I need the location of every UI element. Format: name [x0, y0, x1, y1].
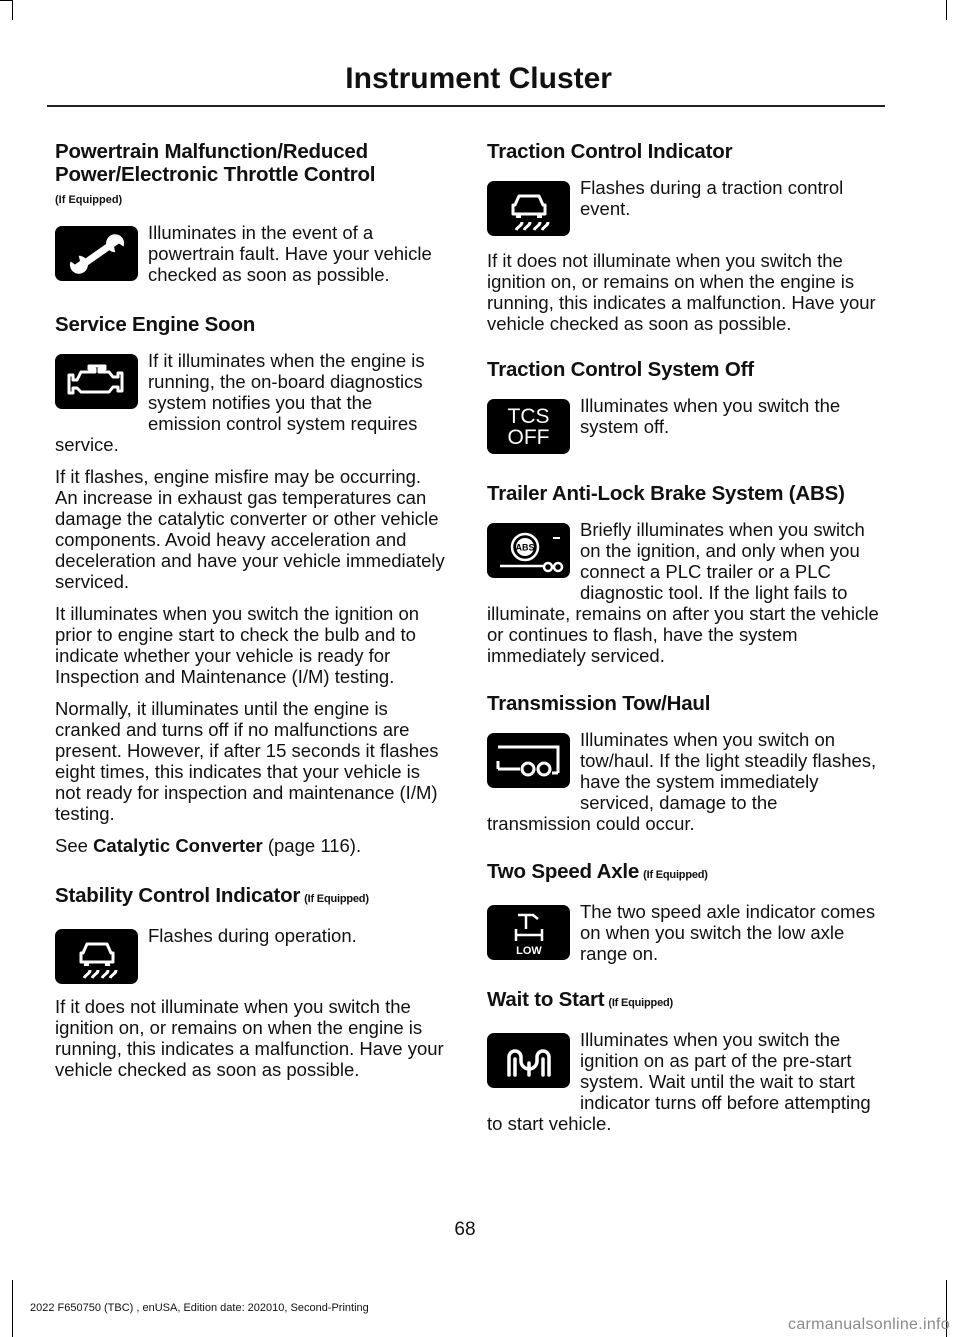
tcs-off-icon: TCS OFF: [487, 399, 570, 454]
section-text: It illuminates when you switch the ignition on prior to engine start to check the bulb and to indicate whether your vehicle is ready for Inspection and Maintenance (I/M) testing.: [55, 603, 420, 687]
if-equipped-note: (If Equipped): [643, 869, 708, 881]
section-text: Illuminates when you switch the system off.: [580, 395, 841, 437]
section-tow-haul: [487, 692, 879, 834]
section-trailer-abs: [487, 482, 879, 666]
section-text: If it does not illuminate when you switch the ignition on, or remains on when the engine is running, this indicates a malfunction. Have your vehicle checked as soon as possible.: [55, 996, 444, 1080]
crop-mark: [0, 0, 12, 1]
catalytic-converter-link[interactable]: Catalytic Converter: [93, 835, 263, 856]
section-text: Briefly illuminates when you switch on the ignition, and only when you connect a PLC trailer or a PLC diagnostic tool. If the light fails to illuminate, remains on after you start the vehicle or continues to flash, have the system immediately serviced.: [487, 519, 879, 666]
skidding-car-icon: [55, 929, 138, 984]
section-text: If it illuminates when the engine is running, the on-board diagnostics system notifies you that the emission control system requires service.: [55, 350, 425, 455]
section-two-speed-axle: [487, 860, 879, 966]
section-text: The two speed axle indicator comes on when you switch the low axle range on.: [580, 901, 876, 964]
svg-text:LOW: LOW: [515, 944, 542, 957]
section-title: Transmission Tow/Haul: [487, 692, 711, 715]
section-text: If it flashes, engine misfire may be occurring. An increase in exhaust gas temperatures can damage the catalytic converter or other vehicle components. Avoid heavy acceleration and deceleration and have your vehicle immediately serviced.: [55, 466, 445, 592]
footer-edition-info: 2022 F650750 (TBC) , enUSA, Edition date: 202010, Second-Printing: [30, 1302, 369, 1314]
section-stability-control: [55, 884, 446, 1080]
left-column: [55, 140, 446, 1080]
engine-icon: [55, 354, 138, 409]
crop-mark: [12, 1280, 13, 1337]
if-equipped-note: (If Equipped): [608, 997, 673, 1009]
if-equipped-note: (If Equipped): [304, 893, 369, 905]
see-reference: See Catalytic Converter (page 116).: [55, 835, 362, 856]
section-title: Wait to Start (If Equipped): [487, 988, 673, 1011]
tow-haul-icon: [487, 733, 570, 788]
section-text: Flashes during a traction control event.: [580, 177, 844, 219]
page-header-title: Instrument Cluster: [345, 62, 612, 95]
section-service-engine: [55, 313, 446, 856]
section-title: Traction Control System Off: [487, 358, 754, 381]
low-axle-icon: [487, 905, 570, 960]
skidding-car-icon: [487, 181, 570, 236]
crop-mark: [946, 0, 947, 20]
if-equipped-note: (If Equipped): [55, 194, 123, 206]
section-traction-control: [487, 140, 879, 334]
section-title: Trailer Anti-Lock Brake System (ABS): [487, 482, 845, 505]
section-title: Two Speed Axle (If Equipped): [487, 860, 708, 883]
section-text: Illuminates in the event of a powertrain fault. Have your vehicle checked as soon as possible.: [148, 222, 432, 285]
svg-text:ABS: ABS: [514, 542, 535, 552]
glow-plug-icon: [487, 1033, 570, 1088]
crop-mark: [12, 0, 13, 20]
page-number: 68: [454, 1219, 476, 1240]
section-text: If it does not illuminate when you switch the ignition on, or remains on when the engine is running, this indicates a malfunction. Have your vehicle checked as soon as possible.: [487, 250, 876, 334]
header-divider: [47, 105, 885, 107]
section-title: Service Engine Soon: [55, 313, 256, 336]
section-text: Normally, it illuminates until the engine is cranked and turns off if no malfunctions are present. However, if after 15 seconds it flashes eight times, this indicates that your vehicle is not ready for inspection and maintenance (I/M) testing.: [55, 698, 439, 824]
section-title: Traction Control Indicator: [487, 140, 733, 163]
section-powertrain: [55, 140, 446, 287]
section-wait-to-start: [487, 988, 879, 1134]
section-title: Powertrain Malfunction/Reduced Power/Electronic Throttle Control: [55, 140, 376, 186]
trailer-abs-icon: [487, 523, 570, 578]
watermark: carmanualsonline.info: [788, 1316, 950, 1333]
section-text: Illuminates when you switch the ignition on as part of the pre-start system. Wait until the wait to start indicator turns off before attempting to start vehicle.: [487, 1029, 871, 1134]
wrench-icon: [55, 226, 138, 281]
section-title: Stability Control Indicator (If Equipped): [55, 884, 369, 907]
section-tcs-off: [487, 358, 879, 460]
section-text: Flashes during operation.: [148, 925, 357, 946]
right-column: [487, 140, 879, 1134]
section-text: Illuminates when you switch on tow/haul. If the light steadily flashes, have the system immediately serviced, damage to the transmission could occur.: [487, 729, 877, 834]
